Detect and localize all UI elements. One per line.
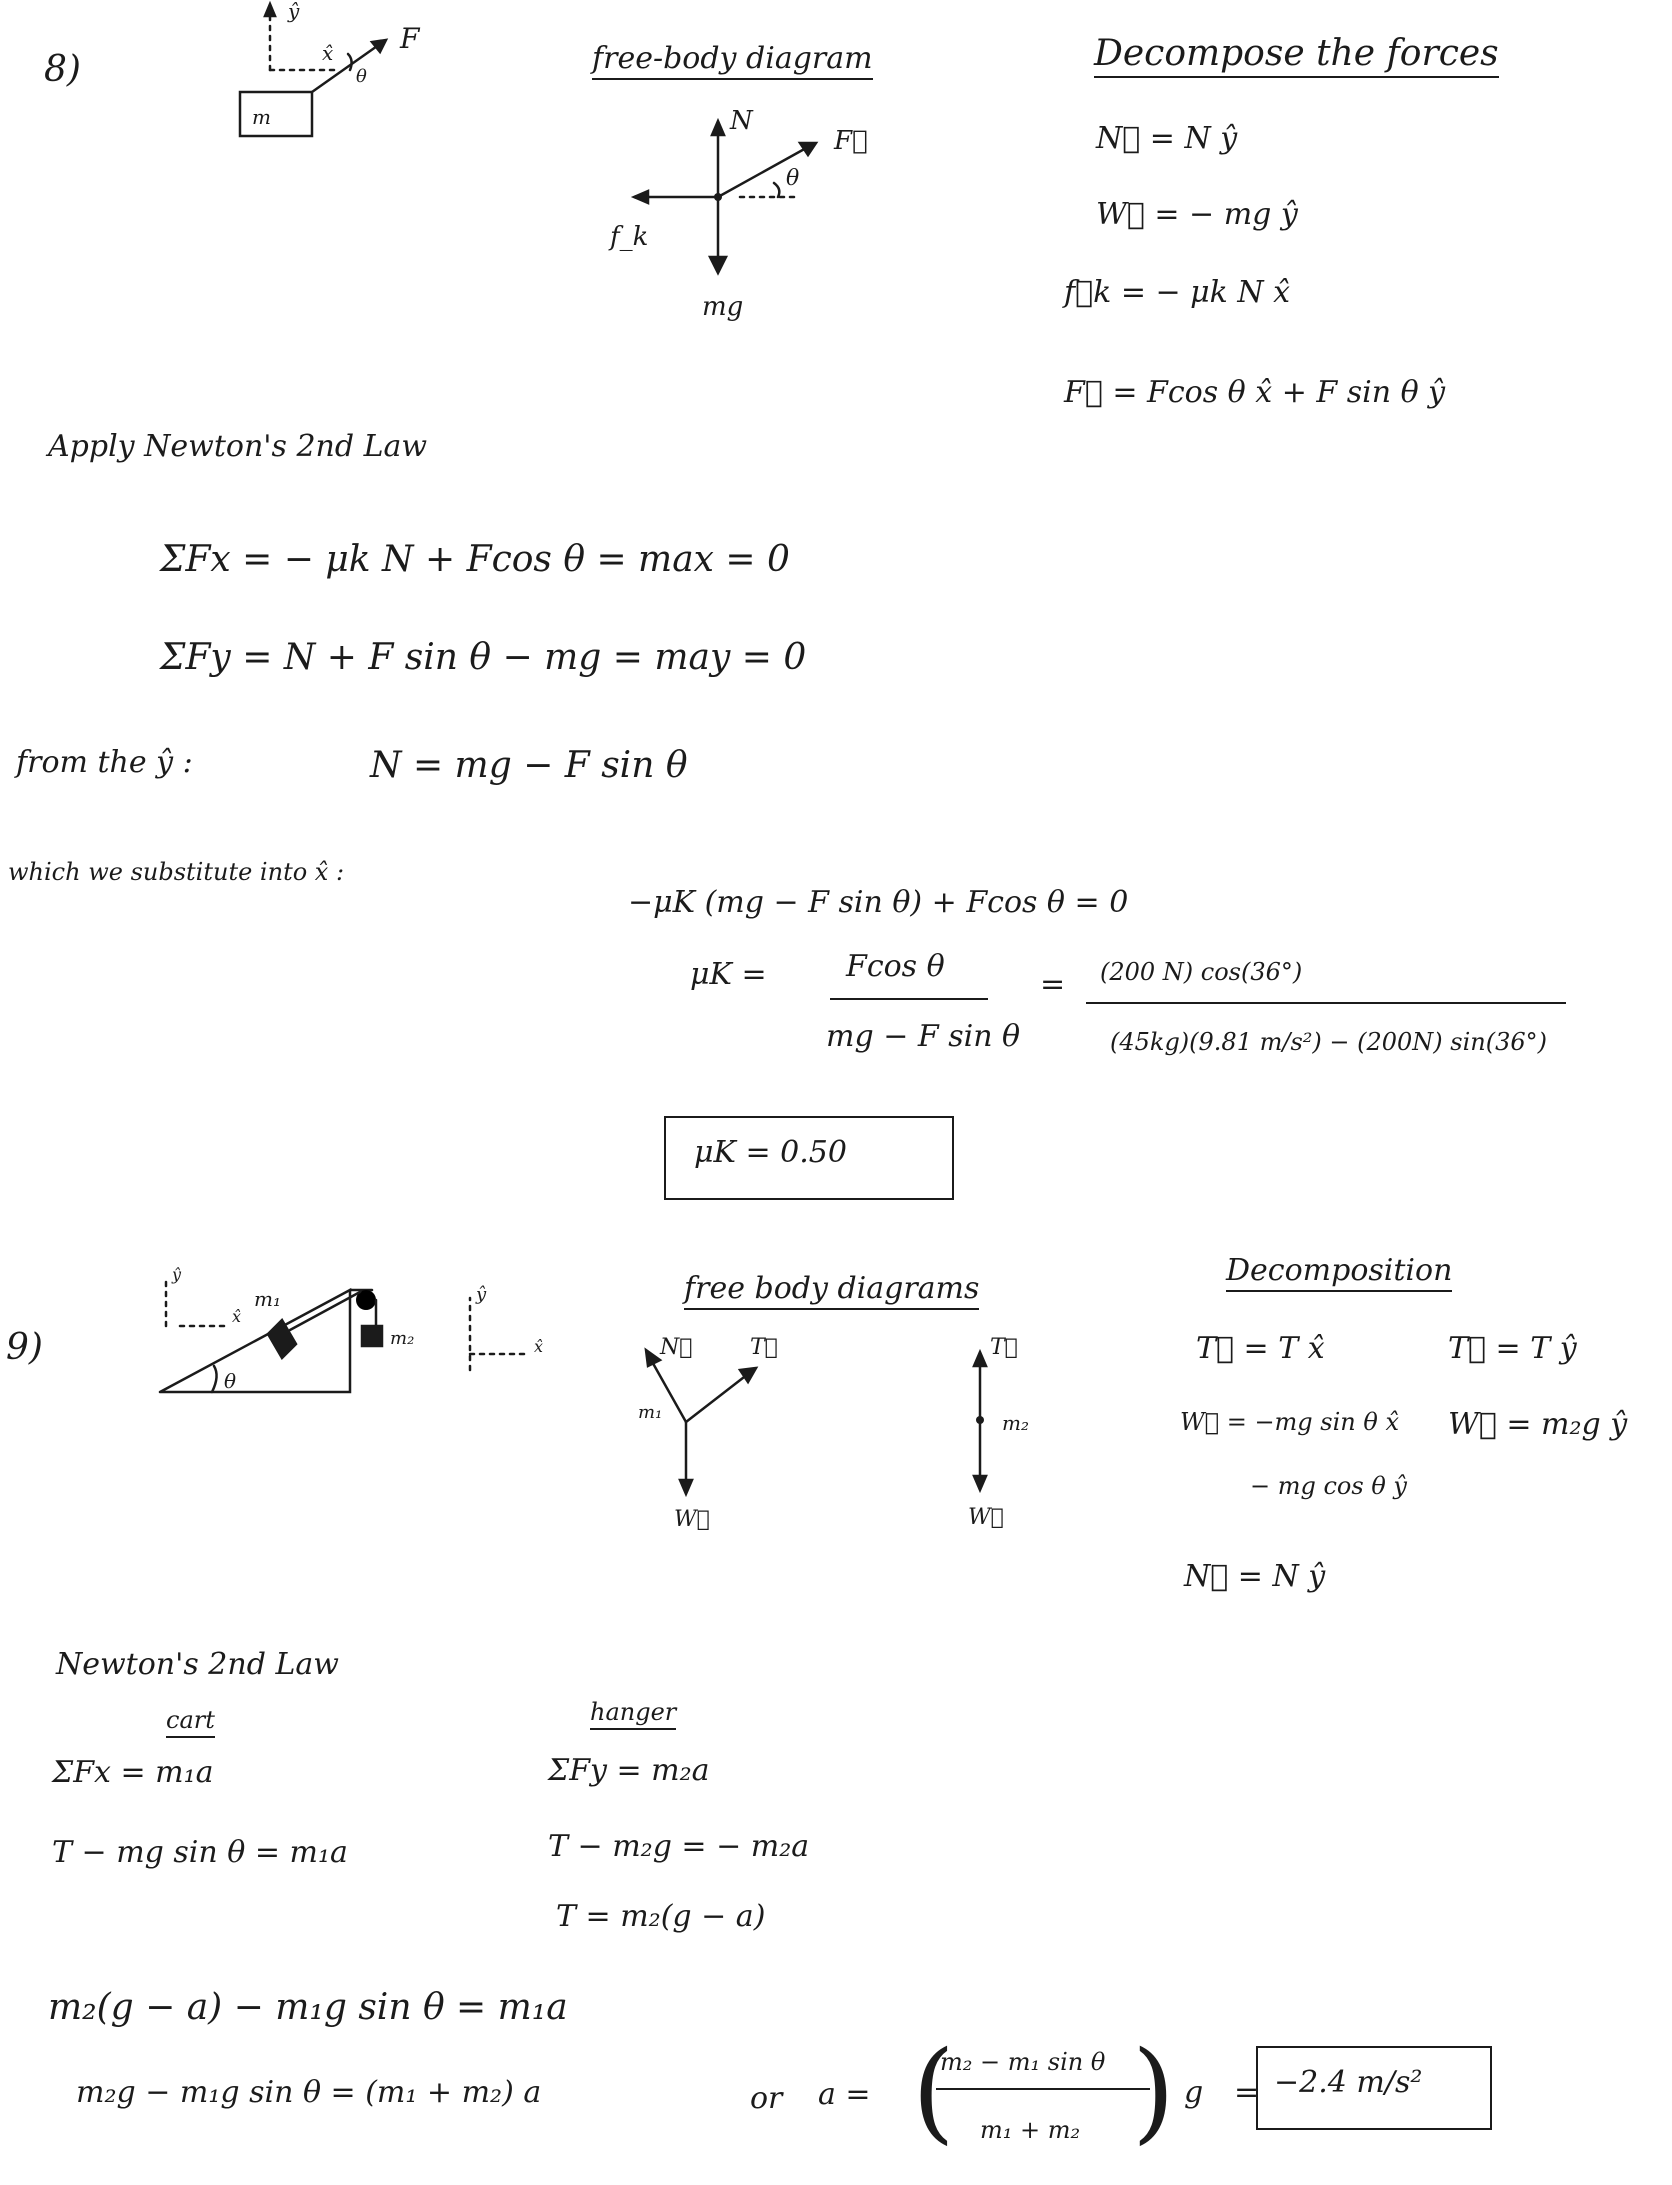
normal-label: N (730, 106, 753, 136)
a-left-paren: ( (912, 2027, 955, 2155)
angle-label: θ (786, 166, 800, 191)
mu-numeric-numerator: (200 N) cos(36°) (1100, 958, 1303, 986)
decomp-weight: W⃗ = − mg ŷ (1096, 197, 1298, 232)
applied-force-label: F⃗ (834, 126, 868, 156)
problem-9-answer: −2.4 m/s² (1274, 2065, 1423, 2100)
force-arrowhead (372, 40, 386, 52)
decomp-left-weight-y: − mg cos θ ŷ (1250, 1472, 1407, 1500)
cart-equation-2: T − mg sin θ = m₁a (52, 1835, 348, 1870)
m1-weight-label: W⃗ (674, 1507, 710, 1532)
block-shape (240, 92, 312, 136)
problem-8-number: 8) (44, 49, 81, 90)
m1-x-label: x̂ (232, 1307, 242, 1326)
a-fraction-bar (936, 2088, 1150, 2090)
m2-tension-label: T⃗ (990, 1335, 1018, 1360)
sum-fy-equation: ΣFy = N + F sin θ − mg = may = 0 (160, 637, 807, 678)
problem-9-newton-heading: Newton's 2nd Law (56, 1647, 339, 1682)
substitute-label: which we substitute into x̂ : (8, 858, 345, 886)
problem-8-newton-heading: Apply Newton's 2nd Law (48, 429, 428, 464)
angle-label: θ (224, 1369, 237, 1393)
sum-fx-equation: ΣFx = − μk N + Fcos θ = max = 0 (160, 539, 790, 580)
y-axis-label: ŷ (288, 0, 300, 23)
problem-8-decompose-title: Decompose the forces (1094, 36, 1499, 78)
from-y-label: from the ŷ : (16, 745, 193, 780)
hanging-mass-block (362, 1326, 382, 1346)
a-lhs: a = (818, 2077, 871, 2112)
y-axis-arrowhead (265, 4, 275, 16)
a-g: g (1184, 2075, 1204, 2110)
x-axis-label: x̂ (322, 41, 334, 65)
problem-9-m1-free-body-diagram (630, 1330, 830, 1540)
substitute-equation: −μK (mg − F sin θ) + Fcos θ = 0 (628, 885, 1129, 920)
angle-label: θ (356, 66, 367, 87)
hanger-equation-2: T − m₂g = − m₂a (548, 1829, 810, 1864)
cart-block (268, 1320, 296, 1358)
hanger-equation-3: T = m₂(g − a) (556, 1899, 766, 1934)
m1-label: m₁ (254, 1287, 281, 1311)
a-right-paren: ) (1132, 2027, 1175, 2155)
problem-8-setup-sketch (230, 0, 440, 150)
m1-normal-label: N⃗ (660, 1335, 693, 1360)
mu-numeric-denominator: (45kg)(9.81 m/s²) − (200N) sin(36°) (1110, 1028, 1547, 1056)
combined-equation-2: m₂g − m₁g sin θ = (m₁ + m₂) a (76, 2075, 542, 2110)
friction-label: f_k (610, 222, 649, 252)
force-label: F (400, 22, 420, 55)
or-label: or (750, 2081, 783, 2116)
decomp-normal: N⃗ = N ŷ (1096, 121, 1238, 156)
mass-label: m (252, 105, 271, 129)
hanger-label: hanger (590, 1700, 676, 1730)
m1-y-label: ŷ (172, 1265, 182, 1284)
decomp-applied-force: F⃗ = Fcos θ x̂ + F sin θ ŷ (1064, 375, 1446, 410)
decomp-friction: f⃗k = − μk N x̂ (1064, 275, 1291, 310)
m1-normal-arrowhead (646, 1350, 660, 1366)
a-numerator: m₂ − m₁ sin θ (940, 2048, 1106, 2076)
problem-9-fbd-title: free body diagrams (684, 1274, 979, 1310)
decomp-right-weight: W⃗ = m₂g ŷ (1448, 1407, 1628, 1442)
mu-numeric-fraction-bar (1086, 1002, 1566, 1004)
problem-8-free-body-diagram (590, 105, 890, 335)
mu-numerator: Fcos θ (846, 949, 945, 984)
mu-lhs: μK = (690, 957, 767, 992)
mu-equals: = (1040, 967, 1066, 1002)
combined-equation-1: m₂(g − a) − m₁g sin θ = m₁a (48, 1987, 568, 2028)
angle-arc (774, 183, 779, 197)
cart-label: cart (166, 1708, 215, 1738)
hanger-equation-1: ΣFy = m₂a (548, 1753, 710, 1788)
decomp-left-tension: T⃗ = T x̂ (1196, 1331, 1325, 1366)
m2-x-label: x̂ (534, 1337, 544, 1356)
normal-arrowhead (712, 121, 724, 135)
decomp-right-tension: T⃗ = T ŷ (1448, 1331, 1577, 1366)
m2-tension-arrowhead (974, 1352, 986, 1366)
mu-fraction-bar (830, 998, 988, 1000)
problem-9-number: 9) (6, 1327, 43, 1368)
problem-9-setup-sketch (150, 1260, 570, 1410)
a-denominator: m₁ + m₂ (980, 2116, 1081, 2144)
mu-denominator: mg − F sin θ (826, 1019, 1021, 1054)
m2-weight-arrowhead (974, 1476, 986, 1490)
problem-8-answer: μK = 0.50 (694, 1135, 847, 1170)
weight-arrowhead (710, 257, 726, 273)
m2-label: m₂ (390, 1328, 415, 1349)
friction-arrowhead (634, 191, 648, 203)
problem-9-m2-free-body-diagram (950, 1320, 1100, 1540)
a-equals: = (1234, 2075, 1260, 2110)
from-y-equation: N = mg − F sin θ (370, 745, 688, 786)
m2-fbd-label: m₂ (1002, 1411, 1029, 1435)
cart-equation-1: ΣFx = m₁a (52, 1755, 214, 1790)
weight-label: mg (702, 292, 744, 322)
decomp-left-weight-x: W⃗ = −mg sin θ x̂ (1180, 1408, 1399, 1436)
decomp-left-normal: N⃗ = N ŷ (1184, 1559, 1326, 1594)
problem-8-fbd-title: free-body diagram (592, 44, 873, 80)
m2-weight-label: W⃗ (968, 1505, 1004, 1530)
m1-tension-label: T⃗ (750, 1335, 778, 1360)
m1-tension-arrow (686, 1374, 748, 1422)
m1-weight-arrowhead (680, 1480, 692, 1494)
m2-y-label: ŷ (476, 1284, 487, 1305)
angle-arc (212, 1366, 217, 1392)
m1-fbd-label: m₁ (638, 1402, 663, 1423)
problem-9-decomp-title: Decomposition (1226, 1256, 1452, 1292)
